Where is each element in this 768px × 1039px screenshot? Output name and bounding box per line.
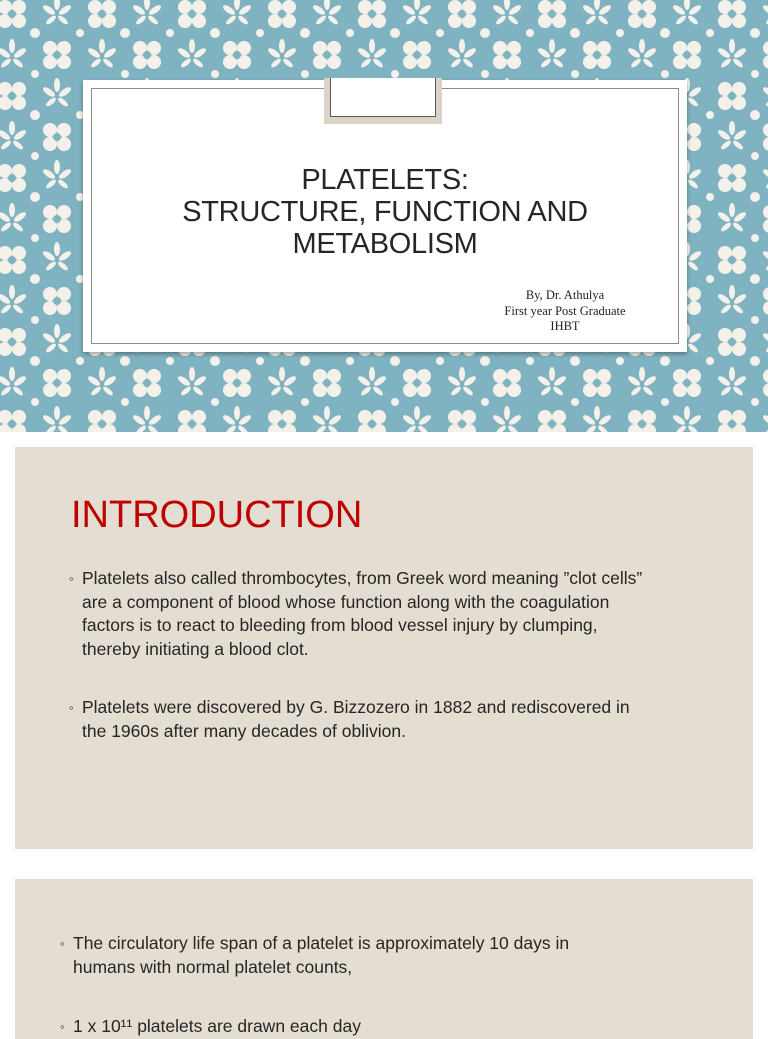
title-line: STRUCTURE, FUNCTION AND: [182, 196, 588, 228]
bullet-marker: ◦: [60, 936, 65, 951]
bullet-line: factors is to react to bleeding from blood vessel injury by clumping,: [82, 615, 598, 635]
bullet-line: Platelets were discovered by G. Bizzozero in 1882 and rediscovered in: [82, 697, 630, 717]
title-slide: [0, 0, 768, 432]
lifespan-slide: [15, 879, 753, 1039]
byline-line: First year Post Graduate: [504, 303, 626, 318]
title-card: [83, 80, 687, 352]
bullet-line: Platelets also called thrombocytes, from Greek word meaning ”clot cells”: [82, 568, 643, 588]
title-line: PLATELETS:: [301, 164, 469, 196]
bullet-marker: ◦: [69, 571, 74, 586]
bullet-line: The circulatory life span of a platelet is approximately 10 days in: [73, 933, 570, 953]
bullet-item: [60, 932, 570, 979]
byline-line: By, Dr. Athulya: [525, 288, 605, 302]
title-line: METABOLISM: [292, 228, 478, 260]
introduction-slide: [15, 447, 753, 849]
byline-line: IHBT: [550, 319, 580, 333]
bullet-line: the 1960s after many decades of oblivion.: [82, 720, 406, 741]
bullet-line: humans with normal platelet counts,: [73, 956, 353, 977]
bullet-line: are a component of blood whose function along with the coagulation: [82, 591, 610, 612]
bullet-marker: ◦: [60, 1019, 65, 1034]
bullet-marker: ◦: [69, 700, 74, 715]
author-byline: [465, 288, 665, 335]
bullet-line: 1 x 10¹¹ platelets are drawn each day: [73, 1016, 361, 1036]
presentation-title: [83, 164, 687, 260]
bullet-line: thereby initiating a blood clot.: [82, 638, 309, 659]
card-tab-decoration: [324, 78, 442, 124]
slide-heading: INTRODUCTION: [71, 494, 363, 536]
bullet-item: [60, 1015, 361, 1039]
bullet-item: [69, 567, 643, 661]
bullet-item: [69, 696, 630, 743]
